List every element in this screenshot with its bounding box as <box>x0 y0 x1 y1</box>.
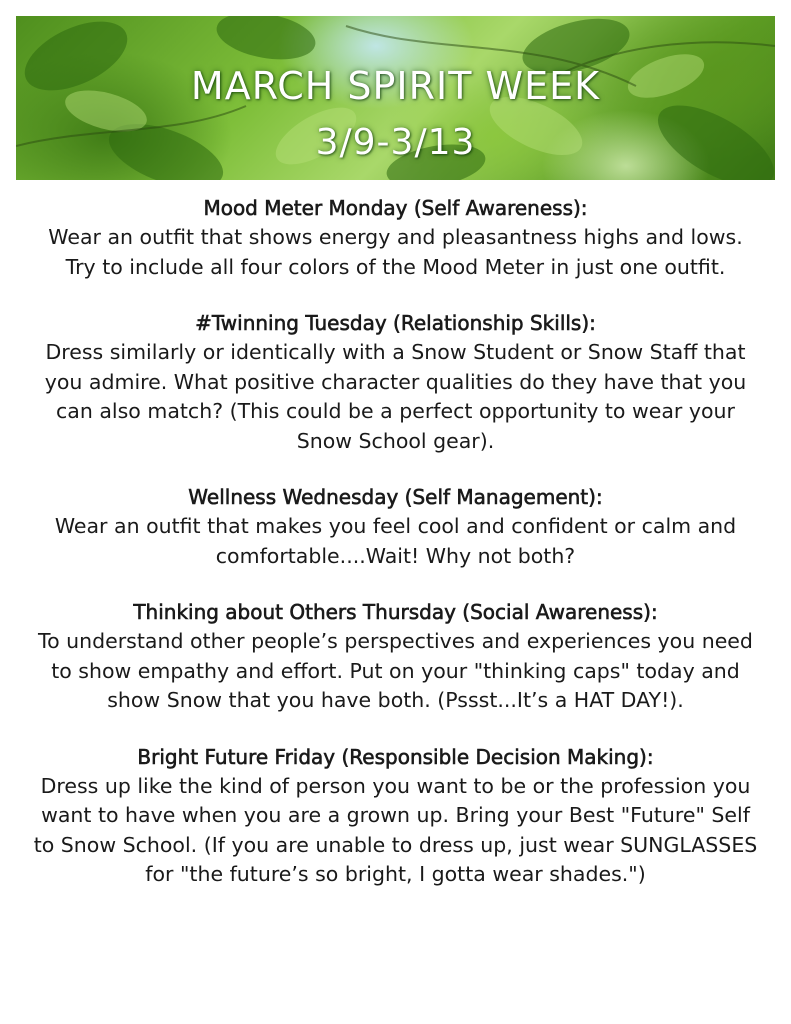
day-friday <box>30 743 761 890</box>
day-tuesday <box>30 309 761 456</box>
day-description: Wear an outfit that makes you feel cool and confident or calm and comfortable....Wait! Why not both? <box>54 514 737 568</box>
date-range: 3/9-3/13 <box>315 122 476 163</box>
day-wednesday <box>30 483 761 571</box>
day-heading: Bright Future Friday (Responsible Decision Making): <box>137 744 654 769</box>
day-heading: Mood Meter Monday (Self Awareness): <box>203 196 588 220</box>
spirit-week-schedule <box>30 194 761 917</box>
header-banner <box>16 16 775 180</box>
day-heading: Thinking about Others Thursday (Social Awareness): <box>133 600 658 624</box>
page-title: MARCH SPIRIT WEEK <box>190 64 601 108</box>
day-description: To understand other people’s perspectives and experiences you need to show empathy and effort. Put on your "thinking caps" today and show Snow that you have both. (Pssst...It’s a HAT DAY!). <box>38 629 753 712</box>
day-thursday <box>30 598 761 716</box>
day-description: Wear an outfit that shows energy and pleasantness highs and lows. Try to include all four colors of the Mood Meter in just one outfit. <box>48 225 743 279</box>
day-heading: #Twinning Tuesday (Relationship Skills): <box>195 311 596 335</box>
day-monday <box>30 194 761 282</box>
day-description: Dress similarly or identically with a Snow Student or Snow Staff that you admire. What positive character qualities do they have that you can also match? (This could be a perfect opportunity to wear your Snow School gear). <box>44 340 747 453</box>
day-description: Dress up like the kind of person you want to be or the profession you want to have when you are a grown up. Bring your Best "Future" Self to Snow School. (If you are unable to dress up, just wear SUNGLASSES for "the future’s so bright, I gotta wear shades.") <box>33 773 758 886</box>
day-heading: Wellness Wednesday (Self Management): <box>188 485 603 509</box>
